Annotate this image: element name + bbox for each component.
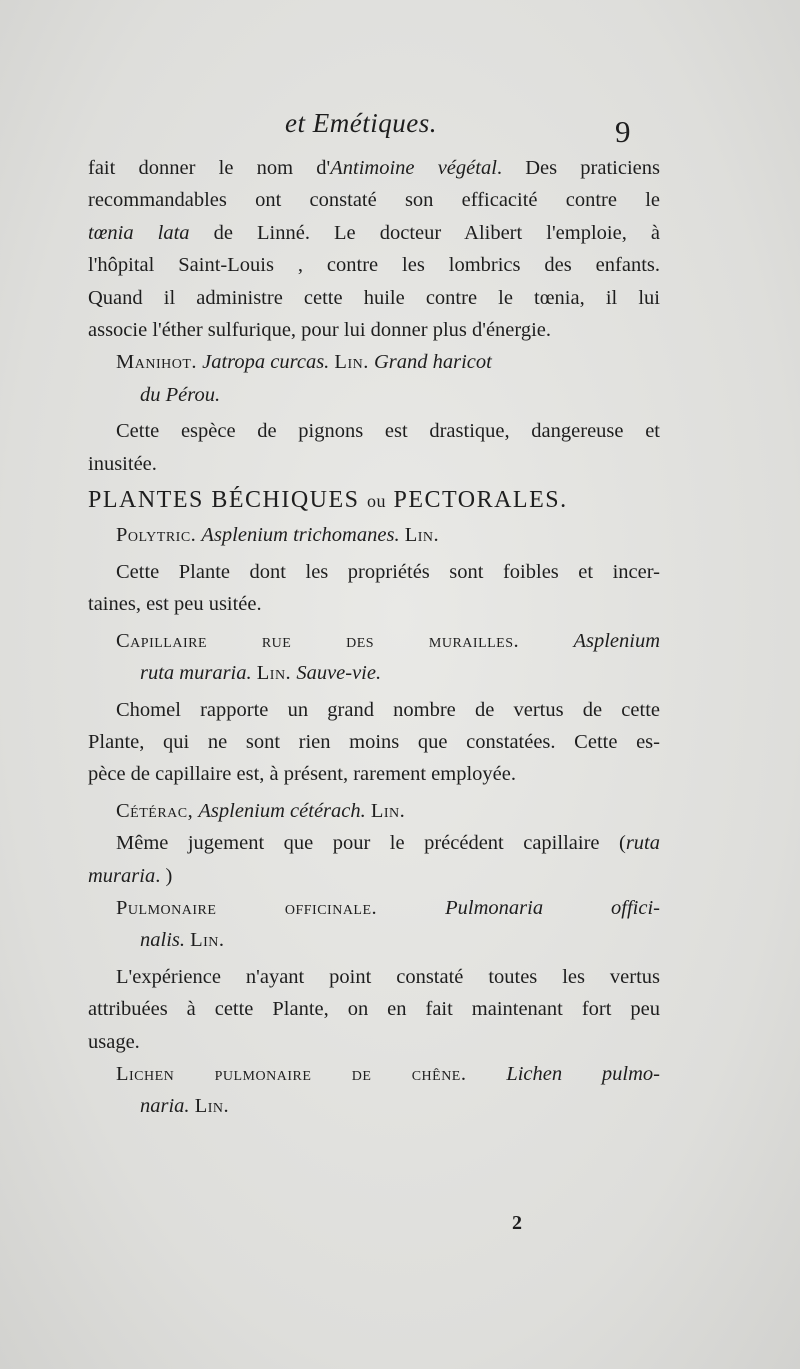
entry-pulmonaire-cont: nalis. Lin. [140,929,225,952]
text-line: L'expérience n'ayant point constaté toutes les vertus [116,965,660,988]
section-heading: PLANTES BÉCHIQUES ou PECTORALES. [88,487,568,514]
text-line: Quand il administre cette huile contre le tœnia, il lui [88,286,660,309]
text-line: pèce de capillaire est, à présent, rarement employée. [88,763,516,786]
entry-polytric: Polytric. Asplenium trichomanes. Lin. [116,524,440,547]
text-line: taines, est peu usitée. [88,593,262,616]
text-line: muraria. ) [88,864,173,887]
text-line: tœnia lata de Linné. Le docteur Alibert l'emploie, à [88,221,660,244]
page-header [0,108,800,148]
running-title: et Emétiques. [285,108,437,138]
text-line: Cette espèce de pignons est drastique, dangereuse et [116,420,660,443]
text-line: Plante, qui ne sont rien moins que constatées. Cette es- [88,730,660,753]
text-line: attribuées à cette Plante, on en fait maintenant fort peu [88,998,660,1021]
text-line: l'hôpital Saint-Louis , contre les lombrics des enfants. [88,254,660,277]
text-line: Chomel rapporte un grand nombre de vertus de cette [116,698,660,721]
entry-lichen-cont: naria. Lin. [140,1095,230,1118]
entry-pulmonaire: Pulmonaire officinale. Pulmonaria offici- [116,896,660,919]
text-line: recommandables ont constaté son efficacité contre le [88,189,660,212]
text-line: Même jugement que pour le précédent capillaire (ruta [116,832,660,855]
text-line: usage. [88,1030,140,1053]
entry-capillaire-cont: ruta muraria. Lin. Sauve-vie. [140,662,382,685]
text-line: Cette Plante dont les propriétés sont foibles et incer- [116,560,660,583]
entry-lichen: Lichen pulmonaire de chêne. Lichen pulmo- [116,1062,661,1085]
entry-ceterac: Cétérac, Asplenium cétérach. Lin. [116,799,406,822]
text-line: associe l'éther sulfurique, pour lui donner plus d'énergie. [88,319,552,342]
page-number: 9 [615,114,631,149]
entry-manihot: Manihot. Jatropa curcas. Lin. Grand haricot [116,351,492,374]
text-line: fait donner le nom d'Antimoine végétal. Des praticiens [88,157,660,179]
page-body [88,152,660,1123]
entry-manihot-cont: du Pérou. [140,383,221,406]
text-line: inusitée. [88,452,157,475]
signature-mark: 2 [512,1212,522,1234]
entry-capillaire: Capillaire rue des murailles. Asplenium [116,629,661,652]
